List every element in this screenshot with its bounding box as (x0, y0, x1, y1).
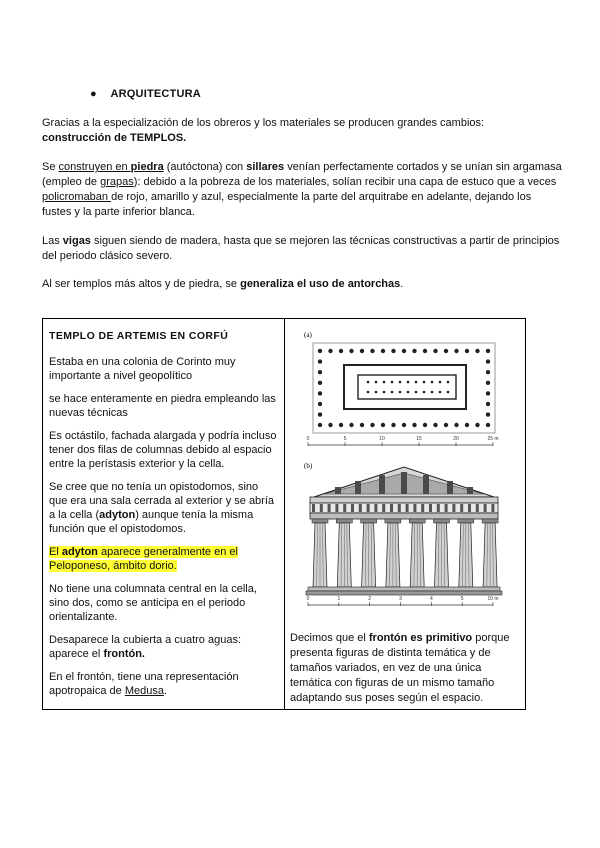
text: siguen siendo de madera, hasta que se mejoren las técnicas constructivas a partir de principios del periodo clásico severo. (42, 235, 560, 262)
list-item: Estaba en una colonia de Corinto muy importante a nivel geopolítico (49, 356, 236, 382)
text: Desaparece la cubierta a cuatro aguas: aparece el (49, 634, 242, 660)
paragraph-stone (42, 160, 562, 220)
bold-text: generaliza el uso de antorchas (240, 278, 401, 290)
text: venían perfectamente cortados y se unían sin argamasa (empleo de (42, 161, 562, 188)
text: ) aunque tenía la misma función que el opistodomos. (49, 509, 254, 535)
text: Se cree que no tenía un opistodomos, sino que era una sala cerrada al exterior y se abría a la cella ( (49, 481, 275, 521)
bold-text: sillares (246, 161, 285, 173)
svg-text:0: 0 (306, 436, 310, 442)
text: En el frontón, tiene una representación apotropaica de (49, 671, 239, 697)
list-item (49, 670, 277, 698)
svg-text:3: 3 (399, 596, 402, 602)
paragraph-intro (42, 116, 562, 146)
svg-text:5: 5 (343, 436, 347, 442)
svg-text:10: 10 (379, 436, 385, 442)
bold-text: frontón es primitivo (368, 632, 473, 644)
paragraph-beams (42, 234, 562, 264)
bold-text: frontón. (103, 648, 145, 660)
underlined-text: policromaban (42, 191, 112, 203)
list-item (49, 480, 277, 536)
svg-text:25 m: 25 m (487, 436, 499, 442)
list-item: se hace enteramente en piedra empleando las nuevas técnicas (49, 393, 276, 419)
underlined-text: Medusa (124, 685, 164, 697)
scale-bar-b (307, 596, 499, 606)
text: (autóctona) con (163, 161, 247, 173)
intro-bold: construcción de TEMPLOS. (42, 132, 187, 144)
section-heading (90, 88, 201, 100)
text: Se (42, 161, 59, 173)
text: aparece generalmente en el Peloponeso, ámbito dorio. (49, 546, 238, 572)
list-item (49, 633, 277, 661)
underlined-text: grapas (100, 176, 134, 188)
text: . (400, 278, 404, 290)
bullet-icon: ● (90, 88, 97, 100)
table-right-cell (290, 631, 522, 706)
svg-text:10 m: 10 m (487, 596, 499, 602)
temple-elevation (306, 467, 502, 595)
bold-text: adyton (61, 546, 98, 558)
bold-text: vigas (62, 235, 91, 247)
svg-text:0: 0 (306, 596, 310, 602)
svg-text:5: 5 (460, 596, 464, 602)
highlighted-item (49, 545, 277, 573)
bold-underlined-text: piedra (130, 161, 164, 173)
paragraph-torches (42, 277, 562, 292)
text: Decimos que el (290, 632, 369, 644)
table-divider (284, 319, 285, 709)
figure-label-b: (b) (304, 462, 313, 470)
svg-text:1: 1 (337, 596, 341, 602)
text: porque presenta figuras de distinta temática y de tamaños variados, en vez de una única temática con figuras de un mismo tamaño adaptando sus poses según el espacio. (290, 632, 510, 704)
text: El (49, 546, 62, 558)
table-title: TEMPLO DE ARTEMIS EN CORFÚ (49, 330, 229, 342)
temple-plan-elevation-figure (298, 325, 510, 617)
svg-text:15: 15 (416, 436, 422, 442)
list-item: Es octástilo, fachada alargada y podría incluso tener dos filas de columnas debido al espacio entre la perístasis exterior y la cella. (49, 430, 277, 470)
heading-text: ARQUITECTURA (110, 88, 201, 100)
scale-bar-a (307, 436, 499, 446)
text: . (163, 685, 168, 697)
temple-plan (313, 343, 495, 433)
temple-table (42, 318, 526, 710)
text: ): debido a la pobreza de los materiales, solían recibir una capa de estuco que a veces (133, 176, 557, 188)
bold-text: adyton (99, 509, 136, 521)
svg-text:20: 20 (453, 436, 459, 442)
text: Las (42, 235, 63, 247)
svg-text:2: 2 (368, 596, 372, 602)
intro-text: Gracias a la especialización de los obreros y los materiales se producen grandes cambios: (42, 117, 485, 129)
underlined-text: construyen en (58, 161, 131, 173)
list-item: No tiene una columnata central en la cella, sino dos, como se anticipa en el periodo orientalizante. (49, 583, 257, 623)
table-left-cell (49, 329, 277, 707)
figure-label-a: (a) (304, 331, 312, 339)
text: de rojo, amarillo y azul, especialmente la parte del arquitrabe en adelante, dejando los fustes y la parte inferior blanca. (42, 191, 532, 218)
text: Al ser templos más altos y de piedra, se (42, 278, 241, 290)
svg-text:4: 4 (429, 596, 433, 602)
